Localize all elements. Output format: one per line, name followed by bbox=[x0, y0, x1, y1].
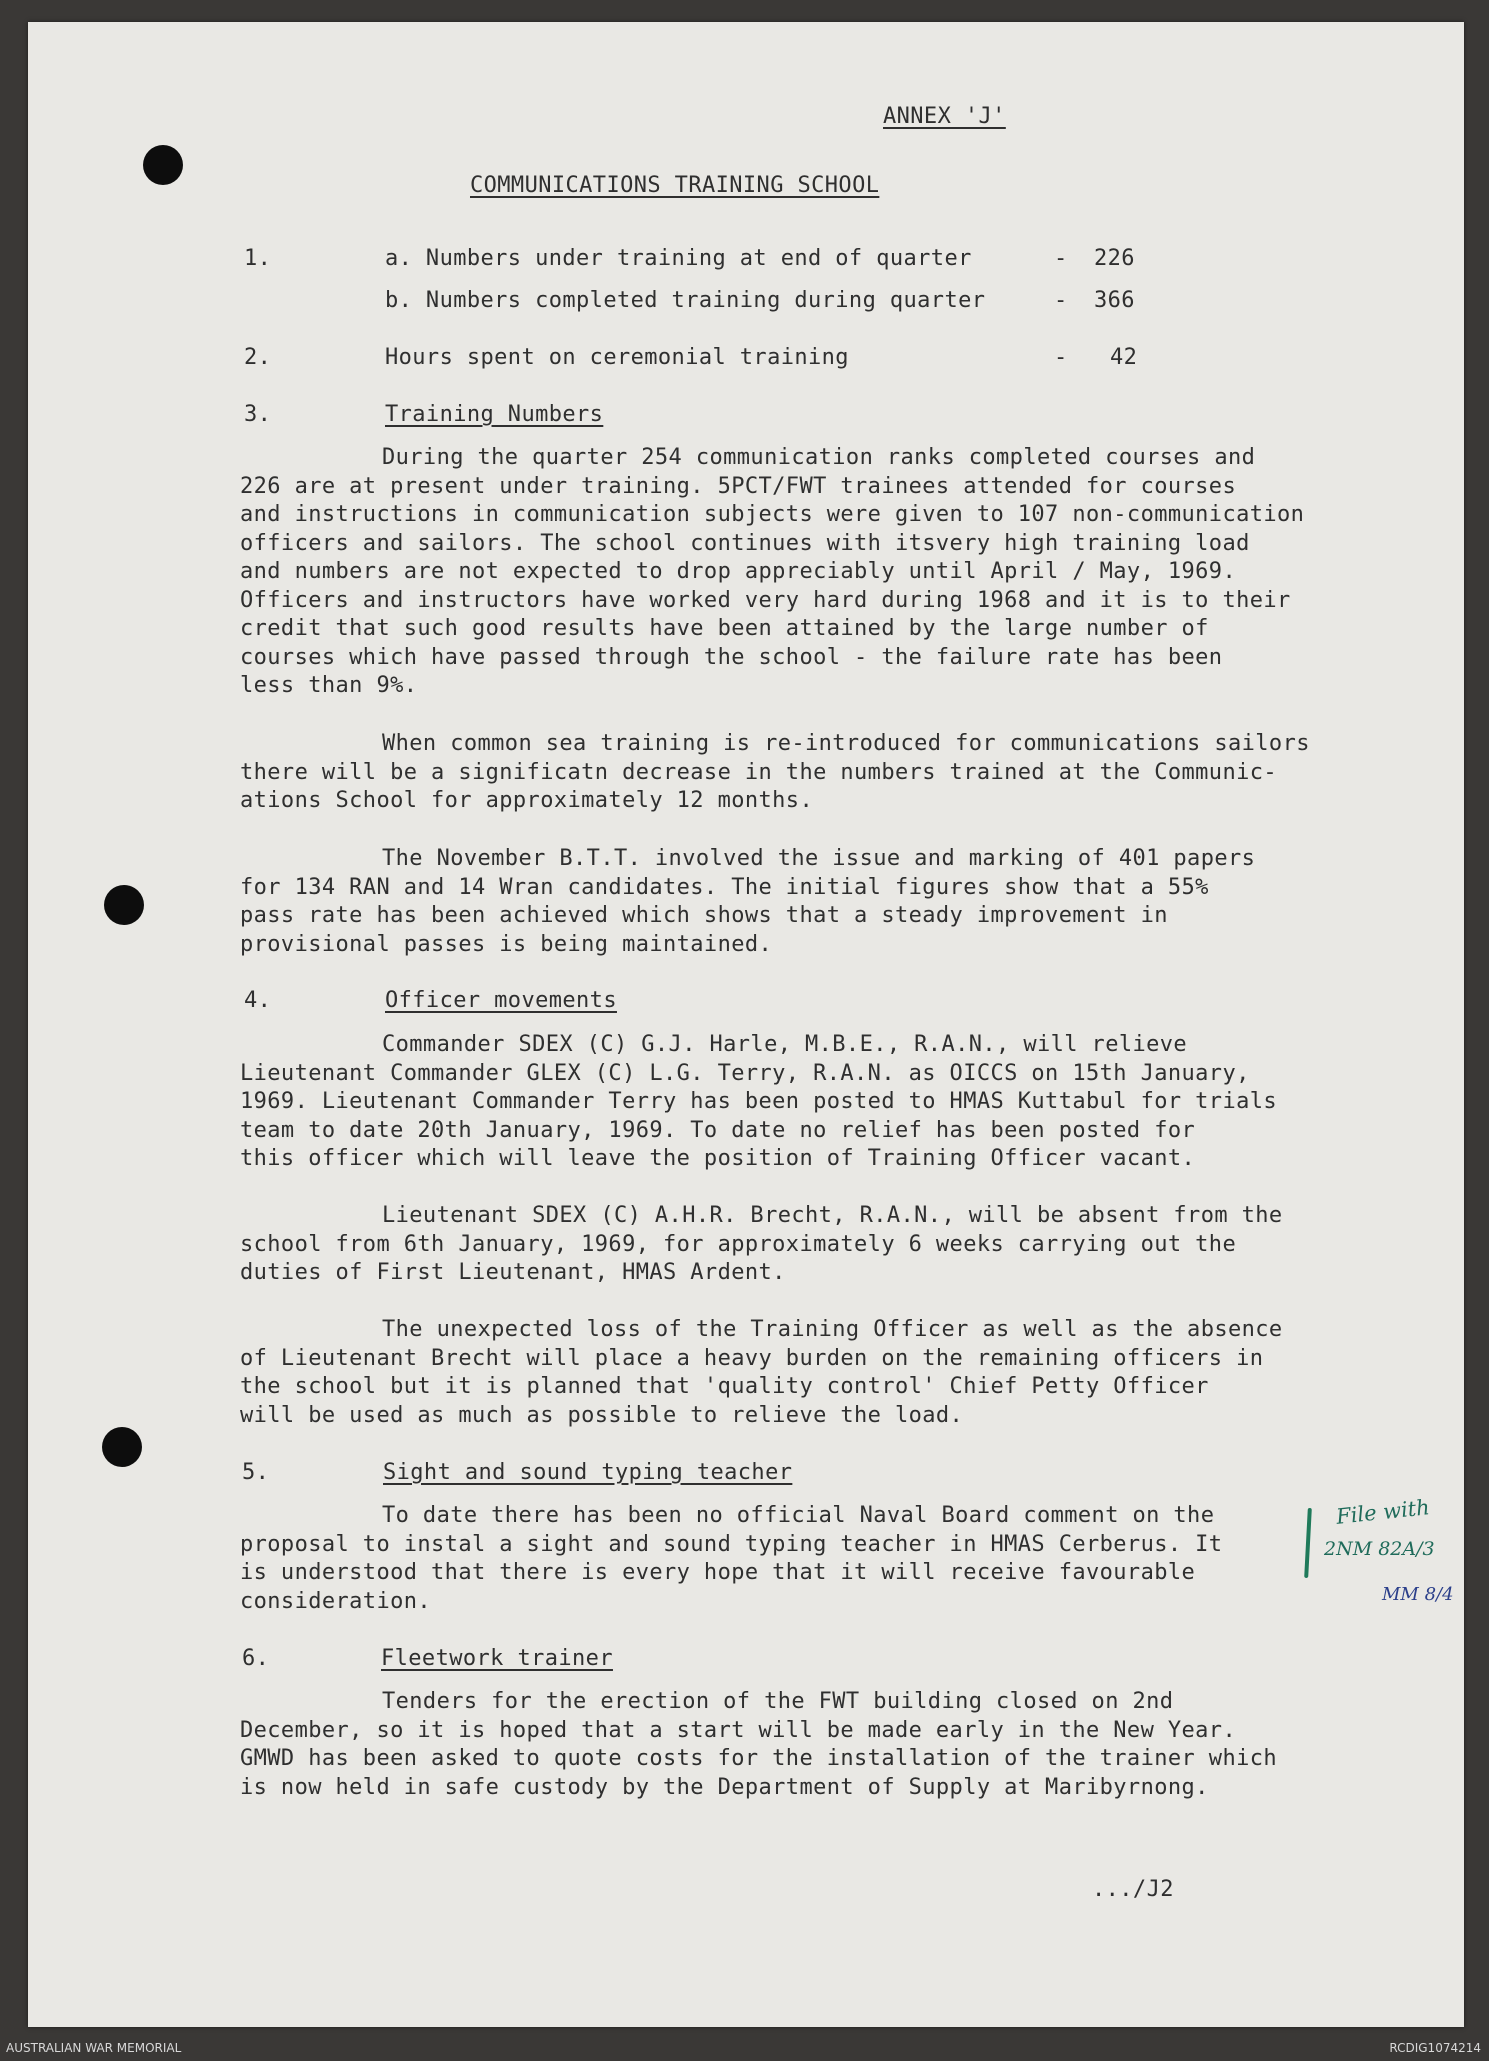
section-heading: Officer movements bbox=[385, 988, 617, 1013]
item-value: 366 bbox=[1094, 288, 1135, 313]
annex-label: ANNEX 'J' bbox=[883, 104, 1006, 129]
section-number: 3. bbox=[244, 402, 272, 427]
paragraph bbox=[240, 845, 1255, 959]
text-line: provisional passes is being maintained. bbox=[240, 931, 773, 957]
handwritten-initials: MM 8/4 bbox=[1382, 1584, 1454, 1605]
text-line: credit that such good results have been attained by the large number of bbox=[240, 616, 1209, 641]
text-line: there will be a significatn decrease in the numbers trained at the Communic- bbox=[240, 759, 1278, 785]
section-number: 6. bbox=[242, 1646, 270, 1671]
text-line: this officer which will leave the position of Training Officer vacant. bbox=[240, 1146, 1196, 1171]
item-number: 2. bbox=[244, 345, 272, 370]
text-line: is understood that there is every hope that it will receive favourable bbox=[240, 1560, 1196, 1585]
item-label: Hours spent on ceremonial training bbox=[385, 345, 849, 370]
text-line: Lieutenant SDEX (C) A.H.R. Brecht, R.A.N., will be absent from the bbox=[382, 1203, 1283, 1228]
text-line: 226 are at present under training. 5PCT/FWT trainees attended for courses bbox=[240, 473, 1237, 499]
item-value: 42 bbox=[1110, 345, 1138, 370]
paragraph bbox=[240, 1688, 1277, 1802]
item-label: b. Numbers completed training during quarter bbox=[385, 288, 986, 313]
punch-hole-middle bbox=[104, 885, 144, 925]
paragraph bbox=[240, 1502, 1222, 1616]
paragraph bbox=[240, 444, 1304, 701]
text-line: and instructions in communication subjects were given to 107 non-communication bbox=[240, 502, 1305, 527]
handwritten-note: File with bbox=[1335, 1495, 1431, 1529]
text-line: The November B.T.T. involved the issue and marking of 401 papers bbox=[382, 846, 1256, 871]
text-line: ations School for approximately 12 months. bbox=[240, 788, 814, 813]
text-line: courses which have passed through the school - the failure rate has been bbox=[240, 644, 1223, 670]
text-line: The unexpected loss of the Training Officer as well as the absence bbox=[382, 1317, 1283, 1342]
section-heading: Fleetwork trainer bbox=[381, 1646, 613, 1671]
text-line: Officers and instructors have worked very hard during 1968 and it is to their bbox=[240, 587, 1291, 613]
section-number: 5. bbox=[242, 1460, 270, 1485]
text-line: and numbers are not expected to drop appreciably until April / May, 1969. bbox=[240, 559, 1237, 584]
continuation-marker: .../J2 bbox=[1092, 1877, 1174, 1902]
text-line: When common sea training is re-introduced for communications sailors bbox=[382, 731, 1310, 756]
text-line: team to date 20th January, 1969. To date no relief has been posted for bbox=[240, 1117, 1196, 1143]
text-line: During the quarter 254 communication ranks completed courses and bbox=[382, 445, 1256, 470]
text-line: is now held in safe custody by the Department of Supply at Maribyrnong. bbox=[240, 1774, 1209, 1800]
text-line: pass rate has been achieved which shows that a steady improvement in bbox=[240, 903, 1168, 928]
text-line: proposal to instal a sight and sound typing teacher in HMAS Cerberus. It bbox=[240, 1531, 1223, 1557]
paragraph bbox=[240, 1031, 1277, 1174]
text-line: December, so it is hoped that a start will be made early in the New Year. bbox=[240, 1717, 1237, 1743]
text-line: less than 9%. bbox=[240, 673, 418, 698]
text-line: 1969. Lieutenant Commander Terry has been posted to HMAS Kuttabul for trials bbox=[240, 1089, 1278, 1114]
paragraph bbox=[240, 1316, 1283, 1430]
paragraph bbox=[240, 1202, 1283, 1288]
paragraph bbox=[240, 730, 1310, 816]
handwritten-note: 2NM 82A/3 bbox=[1324, 1538, 1435, 1560]
item-label: a. Numbers under training at end of quarter bbox=[385, 246, 972, 271]
punch-hole-bottom bbox=[102, 1427, 142, 1467]
section-heading: Sight and sound typing teacher bbox=[383, 1460, 793, 1485]
document-title: COMMUNICATIONS TRAINING SCHOOL bbox=[470, 173, 880, 198]
item-value: 226 bbox=[1094, 246, 1135, 271]
text-line: the school but it is planned that 'quality control' Chief Petty Officer bbox=[240, 1374, 1209, 1399]
text-line: GMWD has been asked to quote costs for the installation of the trainer which bbox=[240, 1746, 1278, 1771]
text-line: Tenders for the erection of the FWT building closed on 2nd bbox=[382, 1689, 1174, 1714]
item-dash: - bbox=[1054, 345, 1068, 370]
item-dash: - bbox=[1054, 288, 1068, 313]
item-dash: - bbox=[1054, 246, 1068, 271]
text-line: Lieutenant Commander GLEX (C) L.G. Terry, R.A.N. as OICCS on 15th January, bbox=[240, 1060, 1250, 1086]
footer-right: RCDIG1074214 bbox=[1389, 2041, 1481, 2055]
text-line: Commander SDEX (C) G.J. Harle, M.B.E., R.A.N., will relieve bbox=[382, 1032, 1188, 1057]
text-line: of Lieutenant Brecht will place a heavy burden on the remaining officers in bbox=[240, 1345, 1264, 1371]
text-line: consideration. bbox=[240, 1588, 432, 1614]
section-number: 4. bbox=[244, 988, 272, 1013]
section-heading: Training Numbers bbox=[385, 402, 604, 427]
text-line: To date there has been no official Naval Board comment on the bbox=[382, 1503, 1215, 1528]
footer-left: AUSTRALIAN WAR MEMORIAL bbox=[6, 2041, 182, 2055]
text-line: will be used as much as possible to relieve the load. bbox=[240, 1402, 964, 1428]
text-line: for 134 RAN and 14 Wran candidates. The initial figures show that a 55% bbox=[240, 874, 1209, 900]
item-number: 1. bbox=[244, 246, 272, 271]
text-line: school from 6th January, 1969, for approximately 6 weeks carrying out the bbox=[240, 1231, 1237, 1257]
text-line: officers and sailors. The school continues with itsvery high training load bbox=[240, 530, 1250, 556]
text-line: duties of First Lieutenant, HMAS Ardent. bbox=[240, 1260, 786, 1285]
punch-hole-top bbox=[143, 145, 183, 185]
